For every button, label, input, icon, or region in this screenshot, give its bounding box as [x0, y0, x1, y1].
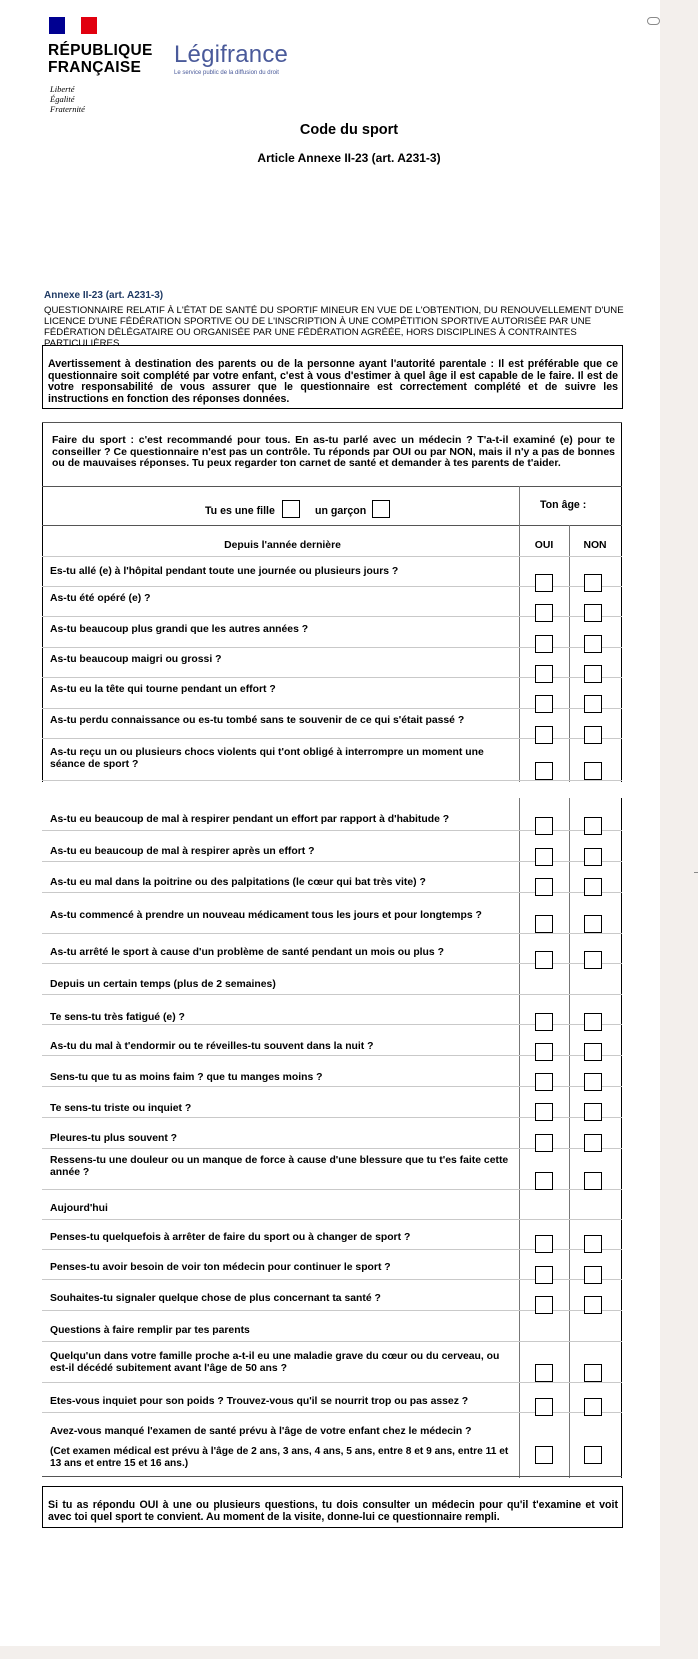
- question-3-no-checkbox[interactable]: [584, 635, 602, 653]
- no-column-line: [569, 525, 570, 782]
- question-18-yes-checkbox[interactable]: [535, 1172, 553, 1190]
- question-23: Etes-vous inquiet pour son poids ? Trouvez-vous qu'il se nourrit trop ou pas assez ?: [50, 1396, 469, 1407]
- question-10-no-checkbox[interactable]: [584, 878, 602, 896]
- no-column-line-2: [569, 798, 570, 1478]
- row-separator: [42, 1382, 622, 1383]
- question-21-no-checkbox[interactable]: [584, 1296, 602, 1314]
- question-14-no-checkbox[interactable]: [584, 1043, 602, 1061]
- girl-label: Tu es une fille: [205, 505, 275, 517]
- question-18-no-checkbox[interactable]: [584, 1172, 602, 1190]
- question-16-no-checkbox[interactable]: [584, 1103, 602, 1121]
- question-15-yes-checkbox[interactable]: [535, 1073, 553, 1091]
- question-11: As-tu commencé à prendre un nouveau médicament tous les jours et pour longtemps ?: [50, 910, 482, 921]
- question-13-no-checkbox[interactable]: [584, 1013, 602, 1031]
- question-20-yes-checkbox[interactable]: [535, 1266, 553, 1284]
- row-separator: [42, 994, 622, 995]
- question-10: As-tu eu mal dans la poitrine ou des palpitations (le cœur qui bat très vite) ?: [50, 877, 426, 888]
- question-2-no-checkbox[interactable]: [584, 604, 602, 622]
- girl-checkbox[interactable]: [282, 500, 300, 518]
- question-1-no-checkbox[interactable]: [584, 574, 602, 592]
- motto-liberte: Liberté: [50, 84, 75, 94]
- scrollbar-track[interactable]: [660, 0, 698, 1659]
- section-today: Aujourd'hui: [50, 1203, 108, 1214]
- scroll-indicator[interactable]: [647, 17, 660, 25]
- question-10-yes-checkbox[interactable]: [535, 878, 553, 896]
- question-12-no-checkbox[interactable]: [584, 951, 602, 969]
- question-7-no-checkbox[interactable]: [584, 762, 602, 780]
- question-11-yes-checkbox[interactable]: [535, 915, 553, 933]
- question-15: Sens-tu que tu as moins faim ? que tu manges moins ?: [50, 1072, 323, 1083]
- question-20-no-checkbox[interactable]: [584, 1266, 602, 1284]
- question-21: Souhaites-tu signaler quelque chose de plus concernant ta santé ?: [50, 1293, 381, 1304]
- age-label: Ton âge :: [540, 499, 587, 511]
- question-23-yes-checkbox[interactable]: [535, 1398, 553, 1416]
- question-9-yes-checkbox[interactable]: [535, 848, 553, 866]
- question-6: As-tu perdu connaissance ou es-tu tombé sans te souvenir de ce qui s'était passé ?: [50, 715, 465, 726]
- question-7-yes-checkbox[interactable]: [535, 762, 553, 780]
- footer-advice: Si tu as répondu OUI à une ou plusieurs questions, tu dois consulter un médecin pour qu'il t'examine et voit avec toi quel sport te convient. Au moment de la visite, donne-lui ce questionnaire rempli.: [48, 1499, 618, 1523]
- question-17-no-checkbox[interactable]: [584, 1134, 602, 1152]
- question-22-yes-checkbox[interactable]: [535, 1364, 553, 1382]
- boy-checkbox[interactable]: [372, 500, 390, 518]
- question-2: As-tu été opéré (e) ?: [50, 593, 151, 604]
- since-last-year-header: Depuis l'année dernière: [224, 540, 341, 551]
- question-22: Quelqu'un dans votre famille proche a-t-il eu une maladie grave du cœur ou du cerveau, ou est-il décédé subitement avant l'âge de 50 ans ?: [50, 1351, 500, 1374]
- legifrance-tagline: Le service public de la diffusion du droit: [174, 70, 279, 76]
- intro-text: Faire du sport : c'est recommandé pour tous. En as-tu parlé avec un médecin ? T'a-t-il examiné (e) pour te conseiller ? Ce questionnaire n'est pas un contrôle. Tu réponds par OUI ou par NON, mais il n'y a pas de bonnes ou de mauvaises réponses. Tu peux regarder ton carnet de santé et demander à tes parents de t'aider.: [52, 434, 615, 469]
- question-1: Es-tu allé (e) à l'hôpital pendant toute une journée ou plusieurs jours ?: [50, 566, 399, 577]
- table-top-border: [42, 422, 622, 423]
- question-4-no-checkbox[interactable]: [584, 665, 602, 683]
- section-parents: Questions à faire remplir par tes parents: [50, 1325, 250, 1336]
- question-12: As-tu arrêté le sport à cause d'un problème de santé pendant un mois ou plus ?: [50, 947, 444, 958]
- question-15-no-checkbox[interactable]: [584, 1073, 602, 1091]
- question-23-no-checkbox[interactable]: [584, 1398, 602, 1416]
- question-4: As-tu beaucoup maigri ou grossi ?: [50, 654, 222, 665]
- exam-note: (Cet examen médical est prévu à l'âge de 2 ans, 3 ans, 4 ans, 5 ans, entre 8 et 9 ans, entre 11 et 13 ans et entre 15 et 16 ans.): [50, 1446, 509, 1469]
- boy-label: un garçon: [315, 505, 367, 517]
- question-5-yes-checkbox[interactable]: [535, 695, 553, 713]
- question-1-yes-checkbox[interactable]: [535, 574, 553, 592]
- question-24: Avez-vous manqué l'examen de santé prévu à l'âge de votre enfant chez le médecin ?: [50, 1426, 472, 1437]
- row-separator: [42, 556, 622, 557]
- question-8-no-checkbox[interactable]: [584, 817, 602, 835]
- table-right-border-2: [621, 798, 622, 1478]
- question-20: Penses-tu avoir besoin de voir ton médecin pour continuer le sport ?: [50, 1262, 391, 1273]
- question-13-yes-checkbox[interactable]: [535, 1013, 553, 1031]
- marianne-flag-logo: [49, 17, 97, 34]
- republic-line-2: FRANÇAISE: [48, 59, 142, 76]
- question-17: Pleures-tu plus souvent ?: [50, 1133, 178, 1144]
- question-17-yes-checkbox[interactable]: [535, 1134, 553, 1152]
- motto: [50, 84, 85, 114]
- question-5: As-tu eu la tête qui tourne pendant un effort ?: [50, 684, 276, 695]
- annexe-heading: Annexe II-23 (art. A231-3): [44, 290, 164, 301]
- row-separator: [42, 1219, 622, 1220]
- question-19-yes-checkbox[interactable]: [535, 1235, 553, 1253]
- question-9: As-tu eu beaucoup de mal à respirer après un effort ?: [50, 846, 315, 857]
- table-right-border: [621, 422, 622, 782]
- question-8: As-tu eu beaucoup de mal à respirer pendant un effort par rapport à d'habitude ?: [50, 814, 450, 825]
- table-left-border: [42, 422, 43, 782]
- question-21-yes-checkbox[interactable]: [535, 1296, 553, 1314]
- legifrance-logo[interactable]: Légifrance: [174, 41, 289, 68]
- row-separator: [42, 933, 622, 934]
- intro-separator: [42, 486, 622, 487]
- question-14-yes-checkbox[interactable]: [535, 1043, 553, 1061]
- question-6-no-checkbox[interactable]: [584, 726, 602, 744]
- republique-francaise-logo: [48, 42, 153, 76]
- question-6-yes-checkbox[interactable]: [535, 726, 553, 744]
- question-24-no-checkbox[interactable]: [584, 1446, 602, 1464]
- page-edge-tick: [694, 872, 698, 873]
- question-3-yes-checkbox[interactable]: [535, 635, 553, 653]
- warning-text: Avertissement à destination des parents ou de la personne ayant l'autorité parentale : Il est préférable que ce questionnaire soit complété par votre enfant, c'est à vous d'estimer à quel âge il est capable de le faire. Il est de votre responsabilité de vous assurer que le questionnaire est correctement complété et de suivre les instructions en fonction des réponses données.: [48, 358, 618, 405]
- yes-column-header: OUI: [534, 540, 554, 551]
- row-separator: [42, 780, 622, 781]
- question-5-no-checkbox[interactable]: [584, 695, 602, 713]
- question-19-no-checkbox[interactable]: [584, 1235, 602, 1253]
- question-19: Penses-tu quelquefois à arrêter de faire du sport ou à changer de sport ?: [50, 1232, 411, 1243]
- question-16-yes-checkbox[interactable]: [535, 1103, 553, 1121]
- annexe-description: QUESTIONNAIRE RELATIF À L'ÉTAT DE SANTÉ DU SPORTIF MINEUR EN VUE DE L'OBTENTION, DU RENOUVELLEMENT D'UNE LICENCE D'UNE FÉDÉRATION SPORTIVE OU DE L'INSCRIPTION À UNE COMPÉTITION SPORTIVE AUTORISÉE PAR UNE FÉDÉRATION DÉLÉGATAIRE OU ORGANISÉE PAR UNE FÉDÉRATION AGRÉÉE, HORS DISCIPLINES À CONTRAINTES PARTICULIÈRES: [44, 305, 624, 349]
- question-16: Te sens-tu triste ou inquiet ?: [50, 1103, 192, 1114]
- motto-egalite: Égalité: [50, 94, 75, 104]
- question-3: As-tu beaucoup plus grandi que les autres années ?: [50, 624, 309, 635]
- question-24-yes-checkbox[interactable]: [535, 1446, 553, 1464]
- question-2-yes-checkbox[interactable]: [535, 604, 553, 622]
- question-18: Ressens-tu une douleur ou un manque de force à cause d'une blessure que tu t'es faite cette année ?: [50, 1155, 509, 1178]
- bottom-scroll-band: [0, 1646, 698, 1659]
- motto-fraternite: Fraternité: [50, 104, 85, 114]
- row-separator: [42, 1341, 622, 1342]
- table-bottom-border: [42, 1476, 622, 1477]
- no-column-header: NON: [583, 540, 607, 551]
- document-title: Code du sport: [299, 122, 399, 138]
- question-12-yes-checkbox[interactable]: [535, 951, 553, 969]
- question-11-no-checkbox[interactable]: [584, 915, 602, 933]
- question-13: Te sens-tu très fatigué (e) ?: [50, 1012, 185, 1023]
- republic-line-1: RÉPUBLIQUE: [48, 42, 153, 59]
- article-subtitle: Article Annexe II-23 (art. A231-3): [257, 151, 441, 165]
- question-22-no-checkbox[interactable]: [584, 1364, 602, 1382]
- question-8-yes-checkbox[interactable]: [535, 817, 553, 835]
- question-4-yes-checkbox[interactable]: [535, 665, 553, 683]
- question-14: As-tu du mal à t'endormir ou te réveilles-tu souvent dans la nuit ?: [50, 1041, 374, 1052]
- gender-separator: [42, 525, 622, 526]
- question-7: As-tu reçu un ou plusieurs chocs violents qui t'ont obligé à interrompre un moment une séance de sport ?: [50, 747, 484, 770]
- question-9-no-checkbox[interactable]: [584, 848, 602, 866]
- section-since-some-time: Depuis un certain temps (plus de 2 semaines): [50, 979, 276, 990]
